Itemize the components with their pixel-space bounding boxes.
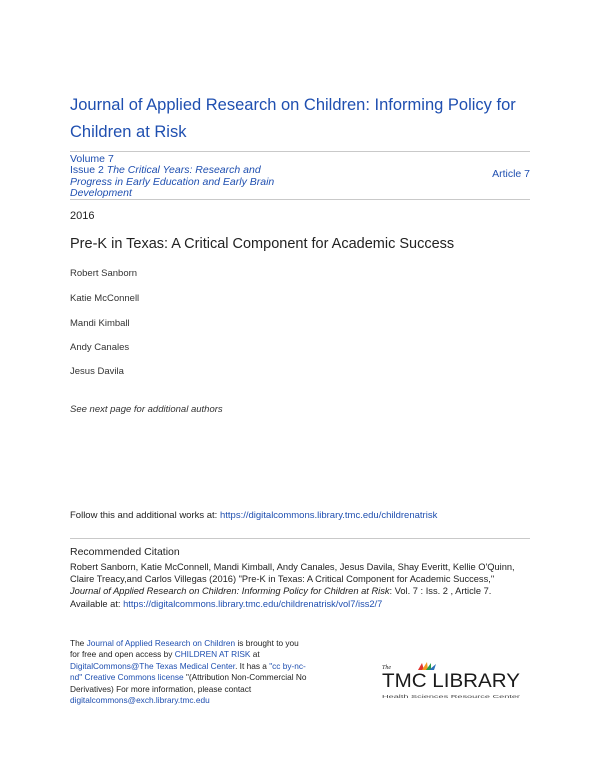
footer-email-link[interactable]: digitalcommons@exch.library.tmc.edu bbox=[70, 695, 210, 706]
citation-url-link[interactable]: https://digitalcommons.library.tmc.edu/childrenatrisk/vol7/iss2/7 bbox=[123, 598, 383, 609]
logo-color-bars-icon bbox=[418, 662, 436, 670]
available-label: Available at: bbox=[70, 598, 121, 609]
citation-line1: Robert Sanborn, Katie McConnell, Mandi Kimball, Andy Canales, Jesus Davila, Shay Everitt, Kellie O'Quinn, bbox=[70, 562, 515, 572]
journal-title[interactable] bbox=[70, 92, 540, 146]
bottom-divider bbox=[70, 199, 530, 200]
footer-brought: is brought bbox=[237, 638, 274, 648]
logo-tagline-text: Health Sciences Resource Center bbox=[382, 694, 521, 699]
footer-notice bbox=[70, 638, 310, 706]
logo-main-text: TMC LIBRARY bbox=[382, 671, 521, 692]
top-divider bbox=[70, 151, 530, 152]
citation-journal: Journal of Applied Research on Children: Informing Policy for Children at Risk bbox=[70, 586, 390, 597]
footer-digitalcommons-link[interactable]: DigitalCommons@The Texas Medical Center bbox=[70, 660, 236, 671]
footer-at: at bbox=[252, 649, 260, 660]
publication-year: 2016 bbox=[70, 210, 95, 222]
footer-line2: to you for free and open access by bbox=[70, 638, 299, 660]
issue-name-line1[interactable]: The Critical Years: Research and bbox=[106, 164, 261, 176]
paper-title: Pre-K in Texas: A Critical Component for Academic Success bbox=[70, 236, 455, 252]
author-name: Jesus Davila bbox=[70, 366, 124, 377]
issue-number[interactable]: Issue 2 bbox=[70, 164, 104, 176]
follow-text: Follow this and additional works at: bbox=[70, 510, 218, 521]
journal-title-line2[interactable]: Children at Risk bbox=[70, 123, 187, 141]
footer-has: . It has a bbox=[235, 660, 267, 671]
footer-journal-link[interactable]: Journal of Applied Research on Children bbox=[86, 638, 236, 648]
citation-line4 bbox=[70, 598, 540, 610]
recommended-citation-heading: Recommended Citation bbox=[70, 546, 180, 558]
author-name: Andy Canales bbox=[70, 342, 130, 353]
footer-children-link[interactable]: CHILDREN AT RISK bbox=[174, 649, 251, 660]
follow-line bbox=[70, 510, 437, 521]
tmc-library-logo[interactable] bbox=[380, 662, 525, 702]
author-name: Mandi Kimball bbox=[70, 318, 130, 329]
logo-the-text: The bbox=[382, 665, 391, 671]
issue-name-line2[interactable]: Progress in Early Education and Early Brain bbox=[70, 175, 275, 188]
follow-link[interactable]: https://digitalcommons.library.tmc.edu/childrenatrisk bbox=[219, 510, 438, 521]
citation-line2: Claire Treacy,and Carlos Villegas (2016) "Pre-K in Texas: A Critical Component for Academic Success," bbox=[70, 574, 495, 585]
issue-link[interactable] bbox=[70, 165, 320, 200]
issue-name-line3[interactable]: Development bbox=[70, 187, 132, 199]
citation-divider bbox=[70, 538, 530, 539]
tmc-library-logo-graphic bbox=[380, 662, 525, 702]
footer-the: The bbox=[70, 638, 85, 648]
author-name: Robert Sanborn bbox=[70, 268, 138, 279]
article-link[interactable]: Article 7 bbox=[492, 168, 530, 180]
footer-license-link[interactable]: "cc by-nc-nd" Creative Commons license bbox=[70, 660, 306, 683]
author-name: Katie McConnell bbox=[70, 293, 140, 304]
footer-license-rest: "(Attribution Non-Commercial No Derivatives) For more information, please contact bbox=[70, 672, 307, 694]
citation-line3 bbox=[70, 585, 540, 597]
volume-link[interactable]: Volume 7 bbox=[70, 153, 114, 165]
journal-title-line1[interactable]: Journal of Applied Research on Children: Informing Policy for bbox=[70, 96, 516, 114]
citation-text bbox=[70, 561, 540, 610]
see-next-page-note: See next page for additional authors bbox=[70, 404, 223, 415]
citation-volume-info: : Vol. 7 : Iss. 2 , Article 7. bbox=[389, 586, 492, 597]
